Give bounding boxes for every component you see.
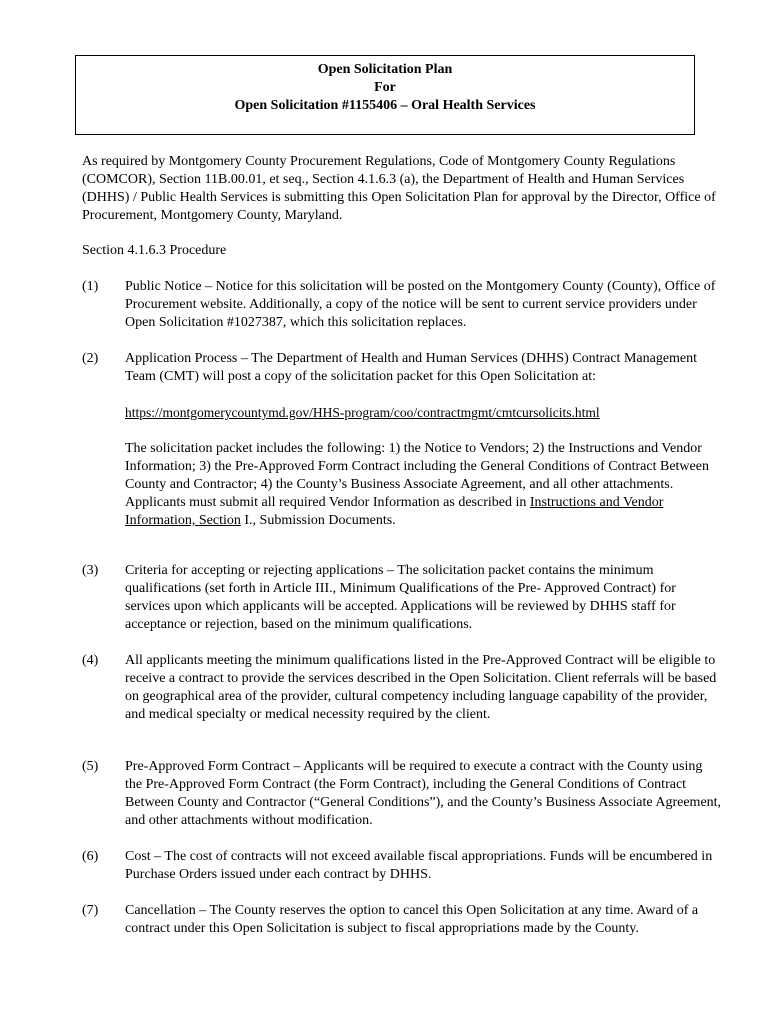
item-text: Public Notice – Notice for this solicitation will be posted on the Montgomery County (County), Office of Procurement website. Additionally, a copy of the notice will be sent to current service providers under Open Solicitation #1027387, which this solicitation replaces.: [125, 279, 716, 330]
item-text: Pre-Approved Form Contract – Applicants will be required to execute a contract with the County using the Pre-Approved Form Contract (the Form Contract), including the General Conditions of Contract Between County and Contractor (“General Conditions”), and the County’s Business Associate Agreement, and other attachments without modification.: [125, 759, 722, 828]
title-box: [75, 55, 695, 135]
item-number: (2): [82, 351, 99, 366]
item-text-2-underlined: Instructions and Vendor Information, Section: [125, 495, 664, 528]
item-text: Cancellation – The County reserves the option to cancel this Open Solicitation at any time. Award of a contract under this Open Solicitation is subject to fiscal appropriations made by the County.: [125, 903, 699, 936]
list-item-5: [82, 758, 722, 830]
item-text-2b: I., Submission Documents.: [240, 513, 396, 528]
list-item-1: [82, 278, 722, 332]
item-number: (1): [82, 279, 99, 294]
intro-paragraph: As required by Montgomery County Procurement Regulations, Code of Montgomery County Regulations (COMCOR), Section 11B.00.01, et seq., Section 4.1.6.3 (a), the Department of Health and Human Services (DHHS) / Public Health Services is submitting this Open Solicitation Plan for approval by the Director, Office of Procurement, Montgomery County, Maryland.: [82, 154, 716, 223]
title-line-1: Open Solicitation Plan: [317, 62, 453, 77]
item-text: All applicants meeting the minimum qualifications listed in the Pre-Approved Contract will be eligible to receive a contract to provide the services described in the Open Solicitation. Client referrals will be based on geographical area of the provider, cultural competency including language capability of the provider, and medical specialty or medical necessity required by the client.: [125, 653, 717, 722]
item-number: (3): [82, 563, 99, 578]
item-number: (6): [82, 849, 99, 864]
item-text-2a: The solicitation packet includes the following: 1) the Notice to Vendors; 2) the Instructions and Vendor Information; 3) the Pre-Approved Form Contract including the General Conditions of Contract Between County and Contractor; 4) the County’s Business Associate Agreement, and all other attachments. Applicants must submit all required Vendor Information as described in: [125, 441, 709, 510]
list-item-2: [82, 350, 722, 530]
item-text: Application Process – The Department of Health and Human Services (DHHS) Contract Management Team (CMT) will post a copy of the solicitation packet for this Open Solicitation at:: [125, 351, 698, 384]
title-line-2: For: [374, 80, 396, 95]
item-text-2: [125, 440, 722, 530]
item-text: Cost – The cost of contracts will not exceed available fiscal appropriations. Funds will be encumbered in Purchase Orders issued under each contract by DHHS.: [125, 849, 713, 882]
solicitation-link[interactable]: https://montgomerycountymd.gov/HHS-program/coo/contractmgmt/cmtcursolicits.html: [125, 405, 600, 420]
section-heading: Section 4.1.6.3 Procedure: [82, 243, 227, 258]
list-item-4: [82, 652, 722, 724]
item-number: (7): [82, 903, 99, 918]
item-number: (5): [82, 759, 99, 774]
title-line-3: Open Solicitation #1155406 – Oral Health Services: [234, 98, 536, 113]
list-item-6: [82, 848, 722, 884]
item-number: (4): [82, 653, 99, 668]
list-item-3: [82, 562, 722, 634]
item-text: Criteria for accepting or rejecting applications – The solicitation packet contains the minimum qualifications (set forth in Article III., Minimum Qualifications of the Pre- Approved Contract) for services upon which applicants will be accepted. Applications will be reviewed by DHHS staff for acceptance or rejection, based on the minimum qualifications.: [125, 563, 676, 632]
list-item-7: [82, 902, 722, 938]
